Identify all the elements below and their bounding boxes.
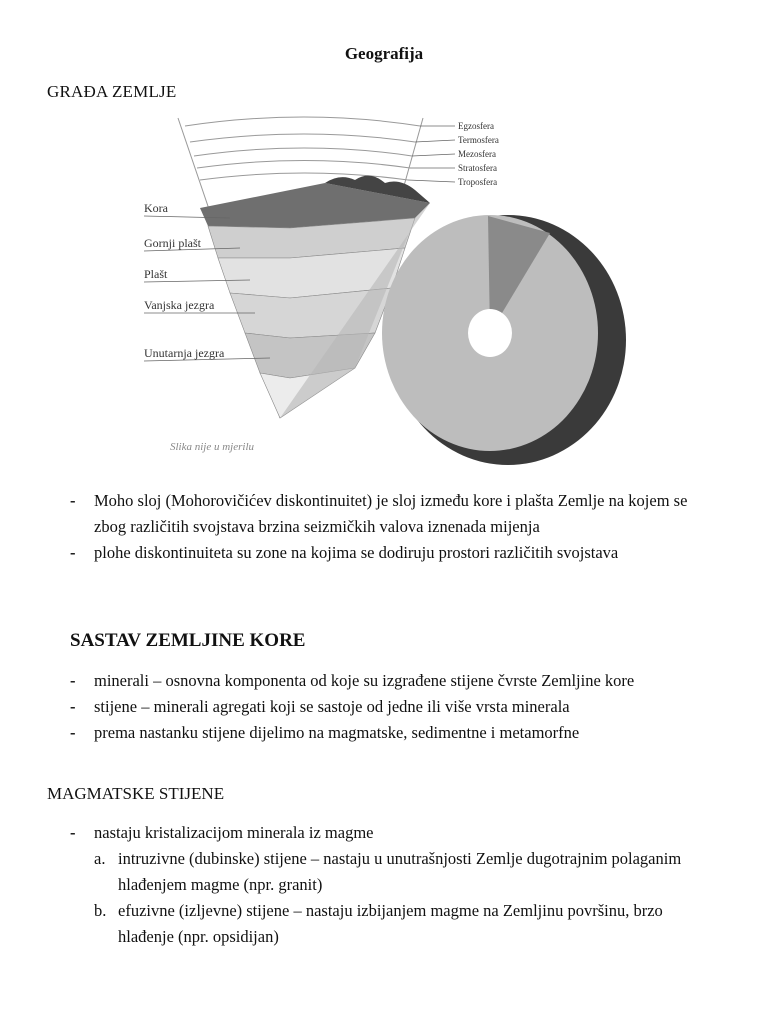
section-heading-magmatske: MAGMATSKE STIJENE xyxy=(47,784,225,803)
list-item: - plohe diskontinuiteta su zone na kojima se dodiruju prostori različitih svojstava xyxy=(70,540,710,566)
label-unutarnja-jezgra: Unutarnja jezgra xyxy=(144,346,225,360)
magma-list xyxy=(70,820,710,950)
atmosphere-arcs xyxy=(185,117,420,180)
list-item: - Moho sloj (Mohorovičićev diskontinuitet) je sloj između kore i plašta Zemlje na kojem se zbog različitih svojstava brzina seizmičkih valova iznenada mijenja xyxy=(70,488,710,540)
moho-list xyxy=(70,488,710,566)
label-gornji-plast: Gornji plašt xyxy=(144,236,201,250)
section-heading-grada-zemlje: GRAĐA ZEMLJE xyxy=(47,82,177,101)
sastav-list xyxy=(70,668,730,746)
label-egzosfera: Egzosfera xyxy=(458,121,494,131)
earth-structure-figure xyxy=(130,108,650,468)
list-item: - prema nastanku stijene dijelimo na magmatske, sedimentne i metamorfne xyxy=(70,720,730,746)
sub-list-item xyxy=(94,846,710,898)
list-item: - stijene – minerali agregati koji se sastoje od jedne ili više vrsta minerala xyxy=(70,694,730,720)
earth-disk xyxy=(382,215,626,465)
sub-list-text: intruzivne (dubinske) stijene – nastaju u unutrašnjosti Zemlje dugotrajnim polaganim hlađenjem magme (npr. granit) xyxy=(118,849,682,894)
list-item xyxy=(70,820,710,950)
document-title: Geografija xyxy=(344,44,424,63)
sub-marker: a. xyxy=(94,849,106,868)
label-kora: Kora xyxy=(144,201,168,215)
sub-marker: b. xyxy=(94,901,107,920)
sub-list-text: efuzivne (izljevne) stijene – nastaju izbijanjem magme na Zemljinu površinu, brzo hlađenje (npr. opsidijan) xyxy=(118,901,663,946)
label-stratosfera: Stratosfera xyxy=(458,163,497,173)
label-termosfera: Termosfera xyxy=(458,135,499,145)
sub-list xyxy=(94,846,710,950)
section-heading-sastav: SASTAV ZEMLJINE KORE xyxy=(70,630,306,651)
list-item-text: nastaju kristalizacijom minerala iz magme xyxy=(94,823,374,842)
list-item: - minerali – osnovna komponenta od koje su izgrađene stijene čvrste Zemljine kore xyxy=(70,668,730,694)
label-troposfera: Troposfera xyxy=(458,177,498,187)
label-mezosfera: Mezosfera xyxy=(458,149,496,159)
label-plast: Plašt xyxy=(144,267,168,281)
sub-list-item xyxy=(94,898,710,950)
figure-caption: Slika nije u mjerilu xyxy=(170,441,255,453)
label-vanjska-jezgra: Vanjska jezgra xyxy=(144,298,215,312)
